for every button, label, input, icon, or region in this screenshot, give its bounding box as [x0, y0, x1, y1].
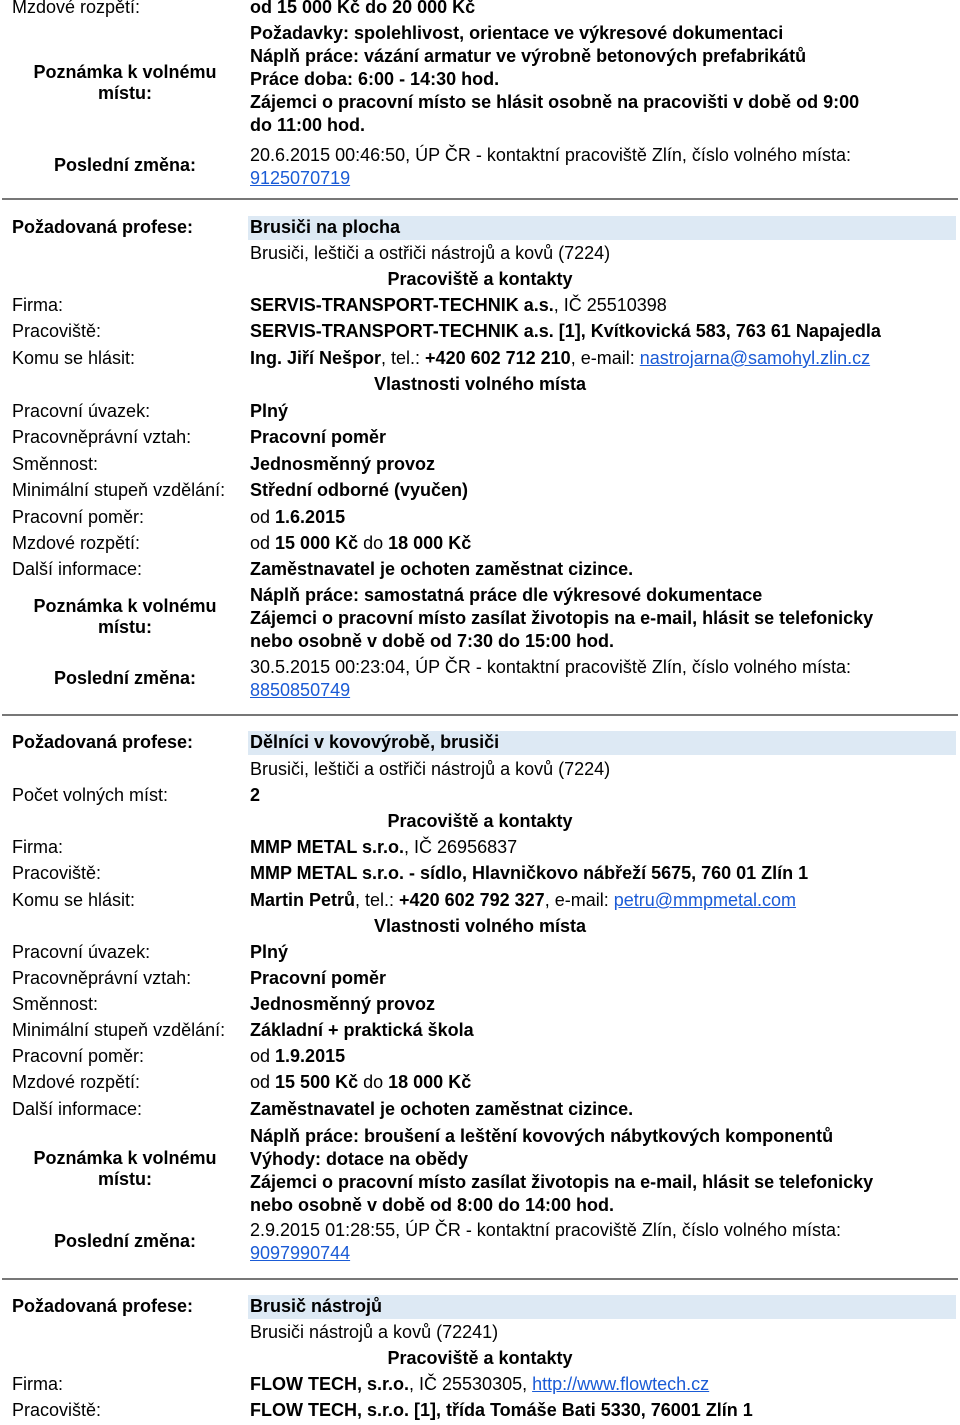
- shift-value: Jednosměnný provoz: [250, 454, 436, 474]
- salary-label: Mzdové rozpětí:: [12, 1072, 141, 1092]
- note-label: Poznámka k volnému místu:: [33, 1148, 217, 1189]
- last-change-label: Poslední změna:: [53, 668, 197, 688]
- contact-value: Ing. Jiří Nešpor, tel.: +420 602 712 210, e-mail: nastrojarna@samohyl.zlin.cz: [250, 348, 871, 368]
- firm-value: MMP METAL s.r.o., IČ 26956837: [250, 837, 518, 857]
- shift-label: Směnnost:: [12, 994, 99, 1014]
- start-label: Pracovní poměr:: [12, 507, 145, 527]
- last-change-label: Poslední změna:: [53, 155, 197, 175]
- contacts-header: Pracoviště a kontakty: [387, 269, 573, 289]
- contacts-header: Pracoviště a kontakty: [387, 811, 573, 831]
- vacancies-value: 2: [250, 785, 261, 805]
- info-value: Zaměstnavatel je ochoten zaměstnat cizince.: [250, 1099, 634, 1119]
- workload-value: Plný: [250, 942, 289, 962]
- workload-value: Plný: [250, 401, 289, 421]
- note-text: Náplň práce: broušení a leštění kovových nábytkových komponentů Výhody: dotace na obědy Zájemci o pracovní místo zasílat životopis na e-mail, hlásit se telefonicky nebo osobně v době od 8:00 do 14:00 hod.: [250, 1126, 874, 1215]
- salary-value: od 15 000 Kč do 18 000 Kč: [250, 533, 472, 553]
- shift-label: Směnnost:: [12, 454, 99, 474]
- salary-value: od 15 500 Kč do 18 000 Kč: [250, 1072, 472, 1092]
- last-change-value: 20.6.2015 00:46:50, ÚP ČR - kontaktní pracoviště Zlín, číslo volného místa: 9125070719: [250, 145, 851, 188]
- note-label: Poznámka k volnému místu:: [33, 596, 217, 637]
- profession-category: Brusiči, leštiči a ostřiči nástrojů a kovů (7224): [250, 243, 611, 263]
- job-number-link[interactable]: 9125070719: [250, 168, 351, 188]
- relation-label: Pracovněprávní vztah:: [12, 427, 192, 447]
- last-change-label: Poslední změna:: [53, 1231, 197, 1251]
- relation-label: Pracovněprávní vztah:: [12, 968, 192, 988]
- firm-value: FLOW TECH, s.r.o., IČ 25530305, http://www.flowtech.cz: [250, 1374, 710, 1394]
- info-value: Zaměstnavatel je ochoten zaměstnat cizince.: [250, 559, 634, 579]
- workplace-value: MMP METAL s.r.o. - sídlo, Hlavničkovo nábřeží 5675, 760 01 Zlín 1: [250, 863, 809, 883]
- profession-value: Brusiči na plocha: [250, 217, 401, 237]
- note-text: Náplň práce: samostatná práce dle výkresové dokumentace Zájemci o pracovní místo zasílat životopis na e-mail, hlásit se telefonicky nebo osobně v době od 7:30 do 15:00 hod.: [250, 585, 874, 651]
- workplace-label: Pracoviště:: [12, 1400, 102, 1420]
- separator: [2, 714, 958, 716]
- workplace-label: Pracoviště:: [12, 863, 102, 883]
- properties-header: Vlastnosti volného místa: [373, 916, 587, 936]
- education-label: Minimální stupeň vzdělání:: [12, 480, 226, 500]
- separator: [2, 198, 958, 200]
- note-text: Požadavky: spolehlivost, orientace ve výkresové dokumentaci Náplň práce: vázání armatur ve výrobně betonových prefabrikátů Práce doba: 6:00 - 14:30 hod. Zájemci o pracovní místo se hlásit osobně na pracovišti v době od 9:00 do 11:00 hod.: [250, 23, 860, 135]
- profession-label: Požadovaná profese:: [12, 732, 194, 752]
- workload-label: Pracovní úvazek:: [12, 942, 151, 962]
- start-value: od 1.6.2015: [250, 507, 346, 527]
- last-change-value: 30.5.2015 00:23:04, ÚP ČR - kontaktní pracoviště Zlín, číslo volného místa: 8850850749: [250, 657, 851, 700]
- profession-category: Brusiči, leštiči a ostřiči nástrojů a kovů (7224): [250, 759, 611, 779]
- salary-label: Mzdové rozpětí:: [12, 0, 141, 17]
- properties-header: Vlastnosti volného místa: [373, 374, 587, 394]
- profession-value: Dělníci v kovovýrobě, brusiči: [250, 732, 500, 752]
- email-link[interactable]: petru@mmpmetal.com: [613, 890, 797, 910]
- job-number-link[interactable]: 9097990744: [250, 1243, 351, 1263]
- contact-label: Komu se hlásit:: [12, 890, 136, 910]
- workplace-value: FLOW TECH, s.r.o. [1], třída Tomáše Bati 5330, 76001 Zlín 1: [250, 1400, 753, 1420]
- workplace-label: Pracoviště:: [12, 321, 102, 341]
- vacancies-label: Počet volných míst:: [12, 785, 169, 805]
- info-label: Další informace:: [12, 1099, 143, 1119]
- contact-label: Komu se hlásit:: [12, 348, 136, 368]
- salary-label: Mzdové rozpětí:: [12, 533, 141, 553]
- firm-value: SERVIS-TRANSPORT-TECHNIK a.s., IČ 25510398: [250, 295, 667, 315]
- workload-label: Pracovní úvazek:: [12, 401, 151, 421]
- education-value: Základní + praktická škola: [250, 1020, 474, 1040]
- workplace-value: SERVIS-TRANSPORT-TECHNIK a.s. [1], Kvítkovická 583, 763 61 Napajedla: [250, 321, 881, 341]
- last-change-value: 2.9.2015 01:28:55, ÚP ČR - kontaktní pracoviště Zlín, číslo volného místa: 9097990744: [250, 1220, 841, 1263]
- contact-value: Martin Petrů, tel.: +420 602 792 327, e-mail: petru@mmpmetal.com: [250, 890, 797, 910]
- shift-value: Jednosměnný provoz: [250, 994, 436, 1014]
- firm-label: Firma:: [12, 1374, 63, 1394]
- profession-label: Požadovaná profese:: [12, 217, 194, 237]
- profession-category: Brusiči nástrojů a kovů (72241): [250, 1322, 499, 1342]
- note-label: Poznámka k volnému místu:: [33, 62, 217, 103]
- contacts-header: Pracoviště a kontakty: [387, 1348, 573, 1368]
- start-value: od 1.9.2015: [250, 1046, 346, 1066]
- education-label: Minimální stupeň vzdělání:: [12, 1020, 226, 1040]
- relation-value: Pracovní poměr: [250, 427, 387, 447]
- firm-label: Firma:: [12, 837, 63, 857]
- email-link[interactable]: nastrojarna@samohyl.zlin.cz: [639, 348, 871, 368]
- profession-value: Brusič nástrojů: [250, 1296, 383, 1316]
- website-link[interactable]: http://www.flowtech.cz: [532, 1374, 710, 1394]
- firm-label: Firma:: [12, 295, 63, 315]
- job-number-link[interactable]: 8850850749: [250, 680, 351, 700]
- separator: [2, 1278, 958, 1280]
- salary-value: od 15 000 Kč do 20 000 Kč: [250, 0, 476, 17]
- info-label: Další informace:: [12, 559, 143, 579]
- education-value: Střední odborné (vyučen): [250, 480, 469, 500]
- relation-value: Pracovní poměr: [250, 968, 387, 988]
- profession-label: Požadovaná profese:: [12, 1296, 194, 1316]
- start-label: Pracovní poměr:: [12, 1046, 145, 1066]
